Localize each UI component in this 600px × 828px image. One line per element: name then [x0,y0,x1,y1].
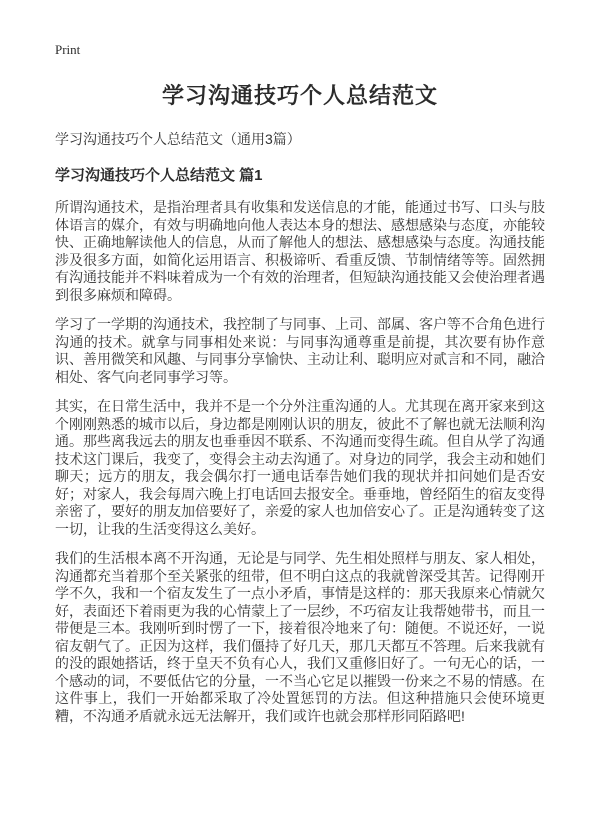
paragraph: 我们的生活根本离不开沟通，无论是与同学、先生相处照样与朋友、家人相处，沟通都充当着那个至关紧张的纽带，但不明白这点的我就曾深受其苦。记得刚开学不久，我和一个宿友发生了一点小矛盾，事情是这样的：那天我原来心情就欠好，表面还下着雨更为我的心情蒙上了一层纱，不巧宿友让我帮她带书，而且一带便是三本。我刚听到时愣了一下，接着很冷地来了句：随便。不说还好，一说宿友朝气了。正因为这样，我们僵持了好几天，那几天都互不答理。后来我就有的没的跟她搭话，终于皇天不负有心人，我们又重修旧好了。一句无心的话，一个感动的词，不要低估它的分量，一不当心它足以摧毁一份来之不易的情感。在这件事上，我们一开始都采取了冷处置惩罚的方法。但这种措施只会使环境更糟，不沟通矛盾就永远无法解开，我们或许也就会那样形同陌路吧! [55,550,545,724]
paragraph: 其实，在日常生活中，我并不是一个分外注重沟通的人。尤其现在离开家来到这个刚刚熟悉的城市以后，身边都是刚刚认识的朋友，彼此不了解也就无法顺利沟通。那些离我远去的朋友也垂垂因不联系、不沟通而变得生疏。但自从学了沟通技术这门课后，我变了，变得会主动去沟通了。对身边的同学，我会主动和她们聊天；远方的朋友，我会偶尔打一通电话奉告她们我的现状并扣问她们是否安好；对家人，我会每周六晚上打电话回去报安全。垂垂地，曾经陌生的宿友变得亲密了，要好的朋友加倍要好了，亲爱的家人也加倍安心了。正是沟通转变了这一切，让我的生活变得这么美好。 [55,398,545,537]
print-link[interactable]: Print [55,42,81,57]
document-subtitle: 学习沟通技巧个人总结范文（通用3篇） [55,131,301,147]
document-title: 学习沟通技巧个人总结范文 [161,83,438,108]
paragraph: 所谓沟通技术，是指治理者具有收集和发送信息的才能，能通过书写、口头与肢体语言的媒介，有效与明确地向他人表达本身的想法、感想感染与态度，亦能较快、正确地解读他人的信息，从而了解他人的想法、感想感染与态度。沟通技能涉及很多方面，如简化运用语言、积极谛听、看重反馈、节制情绪等等。固然拥有沟通技能并不料味着成为一个有效的治理者，但短缺沟通技能又会使治理者遇到很多麻烦和障碍。 [55,199,545,303]
paragraph: 学习了一学期的沟通技术，我控制了与同事、上司、部属、客户等不合角色进行沟通的技术。就拿与同事相处来说：与同事沟通尊重是前提，其次要有协作意识、善用微笑和风趣、与同事分享愉快、主动让利、聪明应对贰言和不同，融洽相处、客气向老同事学习等。 [55,316,545,385]
section-heading: 学习沟通技巧个人总结范文 篇1 [55,167,263,184]
